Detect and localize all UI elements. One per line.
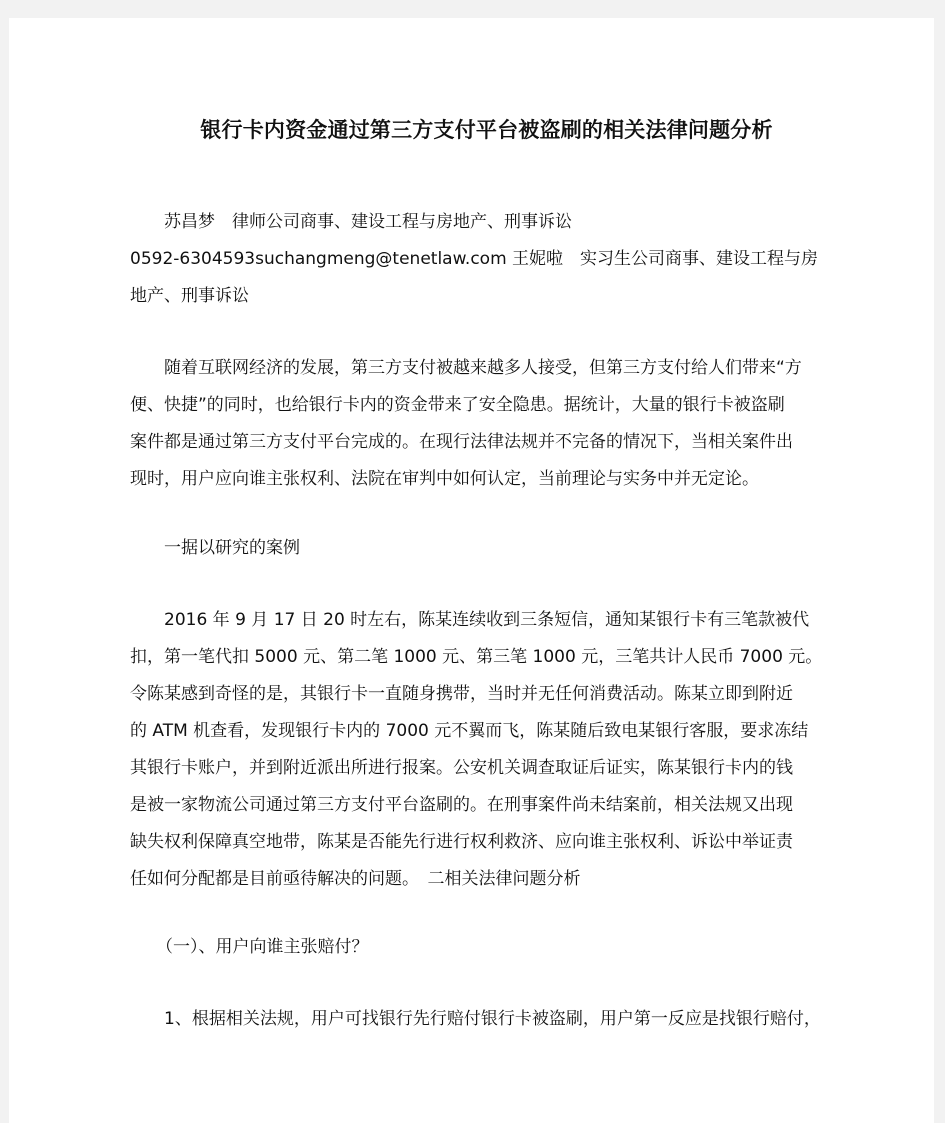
section-heading-text: 一据以研究的案例 (164, 538, 300, 558)
paragraph-line: 便、快捷”的同时，也给银行卡内的资金带来了安全隐患。据统计，大量的银行卡被盗刷 (130, 395, 785, 415)
document-page (9, 18, 934, 1123)
paragraph-line: 1、根据相关法规，用户可找银行先行赔付银行卡被盗刷，用户第一反应是找银行赔付， (164, 1009, 821, 1029)
author-info (130, 204, 843, 315)
document-title: 银行卡内资金通过第三方支付平台被盗刷的相关法律问题分析 (200, 118, 773, 142)
point-paragraph (130, 1001, 843, 1038)
author-line: 地产、刑事诉讼 (130, 286, 249, 306)
paragraph-line: 是被一家物流公司通过第三方支付平台盗刷的。在刑事案件尚未结案前，相关法规又出现 (130, 795, 793, 815)
intro-paragraph (130, 350, 843, 498)
paragraph-line: 的 ATM 机查看，发现银行卡内的 7000 元不翼而飞，陈某随后致电某银行客服，要求冻结 (130, 721, 809, 741)
author-line: 苏昌梦 律师公司商事、建设工程与房地产、刑事诉讼 (164, 212, 572, 232)
case-paragraph (130, 602, 843, 898)
paragraph-line: 其银行卡账户，并到附近派出所进行报案。公安机关调查取证后证实，陈某银行卡内的钱 (130, 758, 793, 778)
paragraph-line: 任如何分配都是目前亟待解决的问题。 二相关法律问题分析 (130, 869, 581, 889)
paragraph-line: 案件都是通过第三方支付平台完成的。在现行法律法规并不完备的情况下，当相关案件出 (130, 432, 793, 452)
paragraph-line: 2016 年 9 月 17 日 20 时左右，陈某连续收到三条短信，通知某银行卡有三笔款被代 (164, 610, 810, 630)
paragraph-line: 现时，用户应向谁主张权利、法院在审判中如何认定，当前理论与实务中并无定论。 (130, 469, 759, 489)
subheading (130, 929, 843, 966)
section-heading (130, 530, 843, 567)
author-line: 0592-6304593suchangmeng@tenetlaw.com 王妮啦 实习生公司商事、建设工程与房 (130, 249, 819, 269)
paragraph-line: 扣，第一笔代扣 5000 元、第二笔 1000 元、第三笔 1000 元，三笔共计人民币 7000 元。 (130, 647, 823, 667)
paragraph-line: 随着互联网经济的发展，第三方支付被越来越多人接受，但第三方支付给人们带来“方 (164, 358, 802, 378)
paragraph-line: 缺失权利保障真空地带，陈某是否能先行进行权利救济、应向谁主张权利、诉讼中举证责 (130, 832, 793, 852)
subheading-text: （一）、用户向谁主张赔付？ (156, 937, 369, 957)
paragraph-line: 令陈某感到奇怪的是，其银行卡一直随身携带，当时并无任何消费活动。陈某立即到附近 (130, 684, 793, 704)
